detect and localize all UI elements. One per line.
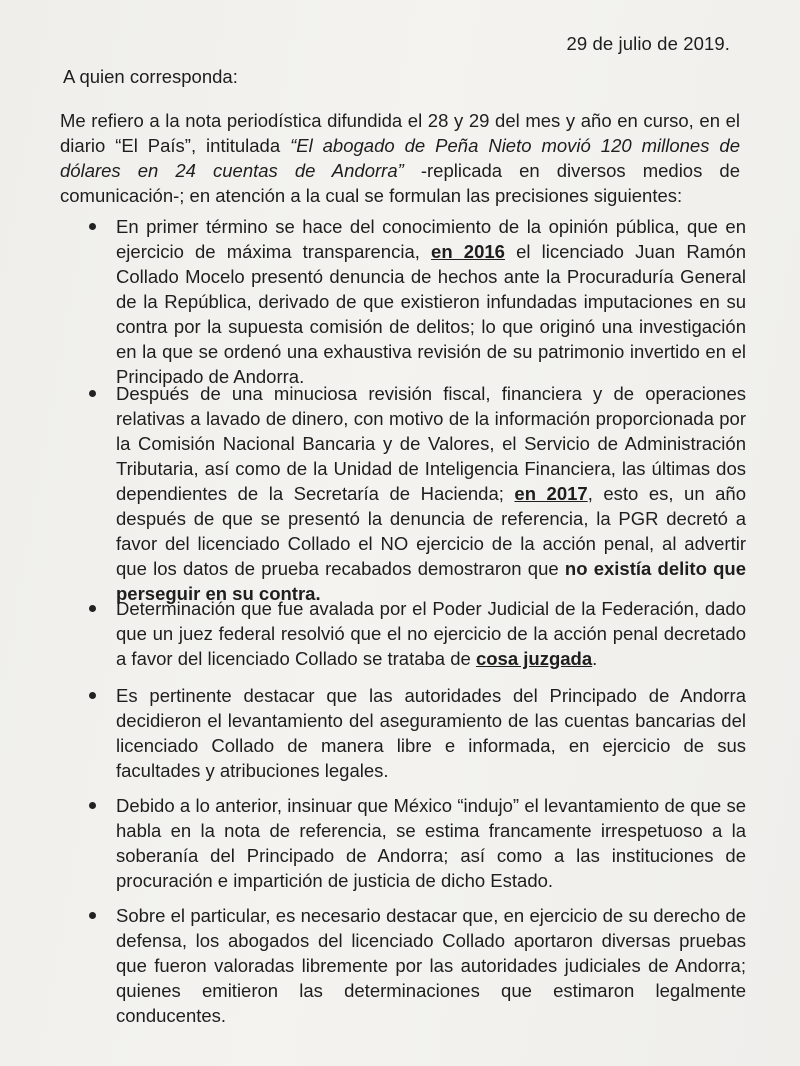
bullet-item bbox=[116, 903, 746, 1028]
bullet-text: En primer término se hace del conocimiento de la opinión pública, que en ejercicio de máxima transparencia, bbox=[116, 216, 746, 262]
bullet-dot bbox=[89, 605, 96, 612]
bullet-item bbox=[116, 381, 746, 606]
article-headline: “El abogado de Peña Nieto movió 120 millones de dólares en 24 cuentas de Andorra” bbox=[60, 135, 741, 181]
bullet-item bbox=[116, 214, 746, 389]
bullet-dot bbox=[89, 390, 96, 397]
intro-text-1: Me refiero a la nota periodística difundida el 28 y 29 del mes y año en curso, en el diario “El País”, intitulada bbox=[60, 110, 740, 156]
emphasis-year: en 2016 bbox=[431, 241, 505, 262]
bullet-text: Determinación que fue avalada por el Poder Judicial de la Federación, dado que un juez federal resolvió que el no ejercicio de la acción penal decretado a favor del licenciado Collado se trataba de bbox=[116, 598, 746, 669]
bullet-dot bbox=[89, 692, 96, 699]
bullet-dot bbox=[89, 802, 96, 809]
bullet-item bbox=[116, 596, 746, 671]
intro-text-2: -replicada en diversos medios de comunicación-; en atención a la cual se formulan las precisiones siguientes: bbox=[60, 160, 740, 206]
bullet-text: Debido a lo anterior, insinuar que México “indujo” el levantamiento de que se habla en la nota de referencia, se estima francamente irrespetuoso a la soberanía del Principado de Andorra; así como a las instituciones de procuración e impartición de justicia de dicho Estado. bbox=[116, 795, 746, 891]
bullet-text: Sobre el particular, es necesario destacar que, en ejercicio de su derecho de defensa, los abogados del licenciado Collado aportaron diversas pruebas que fueron valoradas libremente por las autoridades judiciales de Andorra; quienes emitieron las determinaciones que estimaron legalmente conducentes. bbox=[116, 905, 746, 1026]
bullet-dot bbox=[89, 223, 96, 230]
emphasis-year: en 2017 bbox=[514, 483, 588, 504]
bullet-dot bbox=[89, 912, 96, 919]
bullet-text: el licenciado Juan Ramón Collado Mocelo presentó denuncia de hechos ante la Procuraduría General de la República, derivado de que existieron infundadas imputaciones en su contra por la supuesta comisión de delitos; lo que originó una investigación en la que se ordenó una exhaustiva revisión de su patrimonio invertido en el Principado de Andorra. bbox=[116, 241, 746, 387]
letter-date: 29 de julio de 2019. bbox=[566, 33, 730, 54]
bullet-text: , esto es, un año después de que se presentó la denuncia de referencia, la PGR decretó a favor del licenciado Collado el NO ejercicio de la acción penal, al advertir que los datos de prueba recabados demostraron que bbox=[116, 483, 746, 579]
bullet-item bbox=[116, 683, 746, 783]
bold-conclusion: no existía delito que perseguir en su contra. bbox=[116, 558, 746, 604]
salutation: A quien corresponda: bbox=[63, 66, 238, 87]
bullet-item bbox=[116, 793, 746, 893]
bullet-text: . bbox=[592, 648, 598, 669]
emphasis-term: cosa juzgada bbox=[475, 648, 593, 669]
intro-paragraph bbox=[60, 108, 740, 208]
bullet-text: Es pertinente destacar que las autoridades del Principado de Andorra decidieron el levantamiento del aseguramiento de las cuentas bancarias del licenciado Collado de manera libre e informada, en ejercicio de sus facultades y atribuciones legales. bbox=[116, 685, 746, 781]
bullet-text: Después de una minuciosa revisión fiscal, financiera y de operaciones relativas a lavado de dinero, con motivo de la información proporcionada por la Comisión Nacional Bancaria y de Valores, el Servicio de Administración Tributaria, así como de la Unidad de Inteligencia Financiera, las últimas dos dependientes de la Secretaría de Hacienda; bbox=[116, 383, 746, 504]
